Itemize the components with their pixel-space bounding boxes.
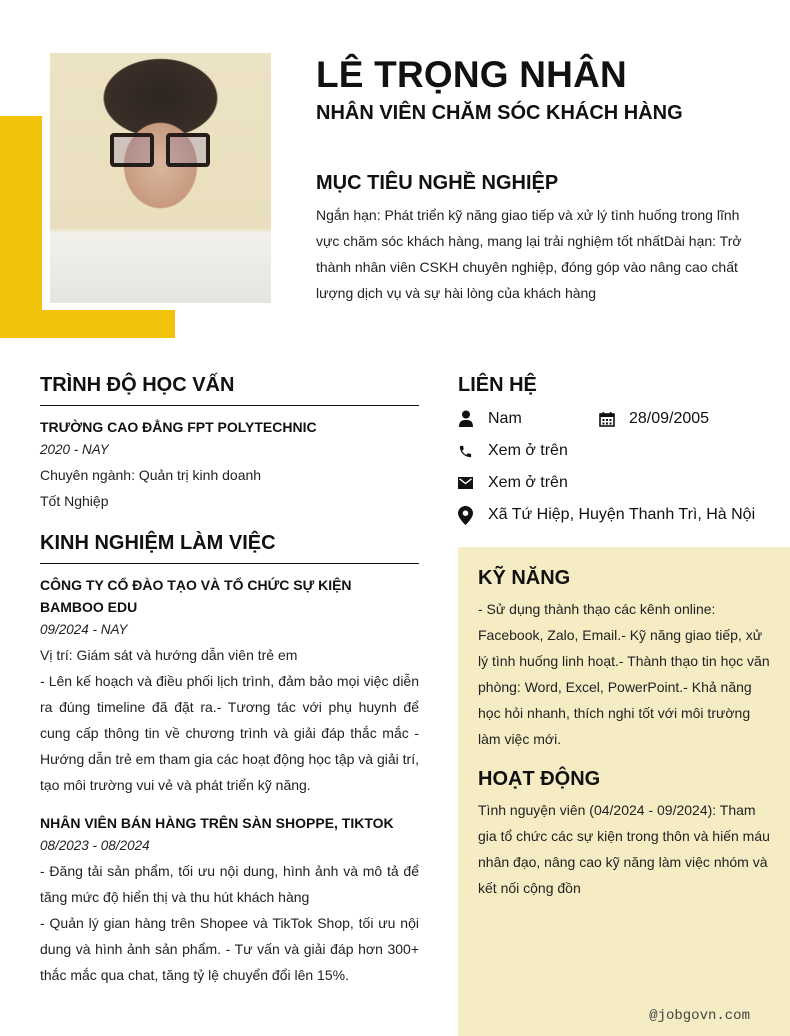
contact-gender: Nam <box>488 410 522 427</box>
job-period: 08/2023 - 08/2024 <box>40 838 150 853</box>
location-pin-icon <box>458 506 488 525</box>
contact-row-address <box>458 499 778 531</box>
experience-heading: KINH NGHIỆM LÀM VIỆC <box>40 532 419 564</box>
job-detail: - Quản lý gian hàng trên Shopee và TikTok Shop, tối ưu nội dung và hình ảnh sản phẩm. - Tư vấn và giải đáp hơn 300+ thắc mắc qua chat, tăng tỷ lệ chuyển đổi lên 15%. <box>40 915 419 983</box>
education-heading: TRÌNH ĐỘ HỌC VẤN <box>40 374 419 406</box>
contact-section <box>458 374 778 531</box>
contact-row-email <box>458 467 778 499</box>
job-detail: - Đăng tải sản phẩm, tối ưu nội dung, hình ảnh và mô tả để tăng mức độ hiển thị và thu hút khách hàng <box>40 863 419 905</box>
candidate-name: LÊ TRỌNG NHÂN <box>316 54 627 95</box>
education-major: Chuyên ngành: Quản trị kinh doanh <box>40 467 262 483</box>
experience-item <box>40 812 419 988</box>
education-period: 2020 - NAY <box>40 442 109 457</box>
objective-heading: MỤC TIÊU NGHỀ NGHIỆP <box>316 172 559 194</box>
activities-text: Tình nguyện viên (04/2024 - 09/2024): Tham gia tổ chức các sự kiện trong thôn và hiến máu nhân đạo, nâng cao kỹ năng làm việc nhóm và kết nối cộng đồn <box>478 802 770 896</box>
photo-glasses-right <box>166 133 210 167</box>
objective-text: Ngắn hạn: Phát triển kỹ năng giao tiếp và xử lý tình huống trong lĩnh vực chăm sóc khách hàng, mang lại trải nghiệm tốt nhấtDài hạn: Trở thành nhân viên CSKH chuyên nghiệp, đóng góp vào nâng cao chất lượng dịch vụ và sự hài lòng của khách hàng <box>316 207 742 301</box>
yellow-frame-horizontal <box>0 310 175 338</box>
job-detail: - Lên kế hoạch và điều phối lịch trình, đảm bảo mọi việc diễn ra đúng timeline đã đặt ra.- Tương tác với phụ huynh để cung cấp thông tin về chương trình và giải đáp thắc mắc - Hướng dẫn trẻ em tham gia các hoạt động học tập và giải trí, tạo môi trường vui vẻ và phát triển kỹ năng. <box>40 673 419 793</box>
contact-phone[interactable]: Xem ở trên <box>488 442 568 459</box>
photo-glasses-left <box>110 133 154 167</box>
education-school: TRƯỜNG CAO ĐẲNG FPT POLYTECHNIC <box>40 419 317 435</box>
activities-heading: HOẠT ĐỘNG <box>478 768 601 790</box>
contact-row-gender-dob <box>458 403 778 435</box>
calendar-icon <box>599 412 629 427</box>
contact-email[interactable]: Xem ở trên <box>488 474 568 491</box>
job-company: NHÂN VIÊN BÁN HÀNG TRÊN SÀN SHOPPE, TIKTOK <box>40 815 394 831</box>
job-period: 09/2024 - NAY <box>40 622 128 637</box>
skills-heading: KỸ NĂNG <box>478 567 571 589</box>
contact-address: Xã Tứ Hiệp, Huyện Thanh Trì, Hà Nội <box>488 506 756 523</box>
job-company: CÔNG TY CỔ ĐÀO TẠO VÀ TỔ CHỨC SỰ KIỆN BAMBOO EDU <box>40 577 352 615</box>
experience-item <box>40 574 419 798</box>
candidate-role: NHÂN VIÊN CHĂM SÓC KHÁCH HÀNG <box>316 102 683 124</box>
right-panel <box>458 547 790 1036</box>
skills-text: - Sử dụng thành thạo các kênh online: Facebook, Zalo, Email.- Kỹ năng giao tiếp, xử lý tình huống linh hoạt.- Thành thạo tin học văn phòng: Word, Excel, PowerPoint.- Khả năng học hỏi nhanh, thích nghi tốt với môi trường làm việc mới. <box>478 601 770 747</box>
photo-shirt <box>50 233 271 303</box>
contact-heading: LIÊN HỆ <box>458 374 537 396</box>
contact-row-phone <box>458 435 778 467</box>
education-status: Tốt Nghiệp <box>40 493 109 509</box>
mail-icon <box>458 477 488 489</box>
watermark: @jobgovn.com <box>649 1008 750 1024</box>
person-icon <box>458 410 488 428</box>
contact-dob: 28/09/2005 <box>629 410 710 427</box>
left-column <box>40 374 419 988</box>
job-position: Vị trí: Giám sát và hướng dẫn viên trẻ em <box>40 647 298 663</box>
profile-photo <box>50 53 271 303</box>
phone-icon <box>458 444 488 459</box>
contact-dob-group <box>599 410 709 428</box>
yellow-frame-vertical <box>0 116 42 338</box>
